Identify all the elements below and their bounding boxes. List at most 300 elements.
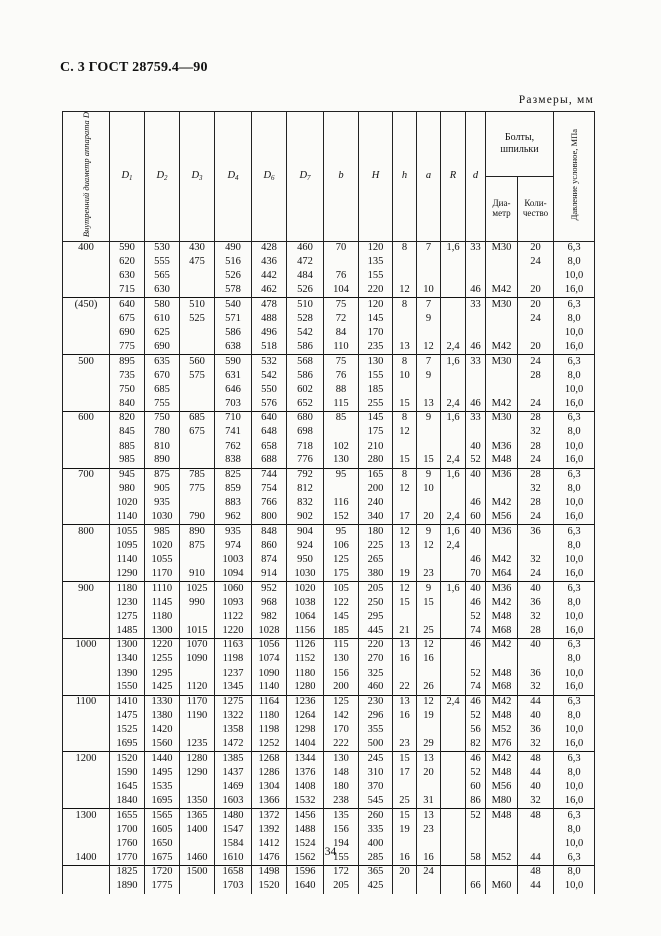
table-cell: 170 bbox=[324, 723, 359, 737]
table-cell bbox=[466, 326, 486, 340]
table-cell bbox=[180, 383, 215, 397]
table-cell: 1028 bbox=[252, 624, 287, 638]
table-cell: 12 bbox=[393, 482, 417, 496]
table-cell: 525 bbox=[180, 312, 215, 326]
table-cell: 1700 bbox=[110, 823, 145, 837]
table-cell bbox=[393, 553, 417, 567]
table-cell: 9 bbox=[417, 369, 441, 383]
table-cell: 1890 bbox=[110, 880, 145, 894]
table-cell: 1472 bbox=[215, 738, 252, 752]
table-cell: 76 bbox=[324, 369, 359, 383]
table-cell: 576 bbox=[252, 397, 287, 411]
table-cell bbox=[393, 780, 417, 794]
table-row bbox=[63, 426, 595, 440]
table-cell: 1163 bbox=[215, 638, 252, 652]
table-cell bbox=[441, 865, 466, 879]
table-cell: 675 bbox=[180, 426, 215, 440]
table-cell: 20 bbox=[417, 766, 441, 780]
table-cell: 194 bbox=[324, 837, 359, 851]
header-d2: $D_2$ bbox=[145, 112, 180, 242]
table-cell bbox=[63, 255, 110, 269]
table-cell: 16 bbox=[393, 851, 417, 865]
table-cell: 1252 bbox=[252, 738, 287, 752]
table-cell: 1520 bbox=[110, 752, 145, 766]
table-cell: 10,0 bbox=[554, 440, 595, 454]
table-cell: 230 bbox=[359, 695, 393, 709]
table-cell: 8,0 bbox=[554, 766, 595, 780]
table-cell: 1,6 bbox=[441, 468, 466, 482]
table-cell: 744 bbox=[252, 468, 287, 482]
table-cell: 1330 bbox=[145, 695, 180, 709]
table-cell bbox=[441, 496, 466, 510]
table-cell: 13 bbox=[393, 695, 417, 709]
table-cell: 750 bbox=[145, 411, 180, 425]
table-cell bbox=[441, 269, 466, 283]
table-cell: 6,3 bbox=[554, 695, 595, 709]
table-cell: 52 bbox=[466, 766, 486, 780]
table-cell: 15 bbox=[417, 454, 441, 468]
table-cell: 48 bbox=[518, 752, 554, 766]
table-cell: 8,0 bbox=[554, 255, 595, 269]
table-cell: 990 bbox=[180, 596, 215, 610]
table-cell: 40 bbox=[466, 468, 486, 482]
table-cell: 36 bbox=[518, 596, 554, 610]
table-cell: 968 bbox=[252, 596, 287, 610]
table-cell bbox=[180, 284, 215, 298]
table-cell: 675 bbox=[110, 312, 145, 326]
table-cell: 638 bbox=[215, 340, 252, 354]
table-cell: 340 bbox=[359, 511, 393, 525]
table-cell: 70 bbox=[466, 567, 486, 581]
table-cell: 1164 bbox=[252, 695, 287, 709]
table-cell: 885 bbox=[110, 440, 145, 454]
table-cell: 1380 bbox=[145, 709, 180, 723]
table-cell: M42 bbox=[486, 397, 518, 411]
table-cell: 24 bbox=[518, 355, 554, 369]
table-cell: 542 bbox=[252, 369, 287, 383]
table-cell: 1100 bbox=[63, 695, 110, 709]
table-cell: 1275 bbox=[215, 695, 252, 709]
table-cell: 152 bbox=[324, 511, 359, 525]
table-cell: 1286 bbox=[252, 766, 287, 780]
table-cell bbox=[63, 284, 110, 298]
table-cell bbox=[441, 794, 466, 808]
table-cell bbox=[441, 638, 466, 652]
table-cell: 1268 bbox=[252, 752, 287, 766]
table-cell: 900 bbox=[63, 582, 110, 596]
table-cell: 568 bbox=[287, 355, 324, 369]
table-cell: 8,0 bbox=[554, 539, 595, 553]
table-cell: 6,3 bbox=[554, 851, 595, 865]
table-cell bbox=[63, 397, 110, 411]
table-cell: 8 bbox=[393, 468, 417, 482]
table-cell bbox=[63, 610, 110, 624]
table-cell bbox=[518, 823, 554, 837]
table-cell: M36 bbox=[486, 582, 518, 596]
table-cell: 718 bbox=[287, 440, 324, 454]
table-cell: 1304 bbox=[252, 780, 287, 794]
table-row bbox=[63, 709, 595, 723]
table-cell bbox=[417, 326, 441, 340]
table-cell: 1460 bbox=[180, 851, 215, 865]
table-cell: 16 bbox=[417, 851, 441, 865]
table-cell: 1236 bbox=[287, 695, 324, 709]
table-cell: 820 bbox=[110, 411, 145, 425]
table-cell: M42 bbox=[486, 284, 518, 298]
table-cell: 1020 bbox=[110, 496, 145, 510]
table-cell: 800 bbox=[63, 525, 110, 539]
table-cell: 32 bbox=[518, 482, 554, 496]
table-cell: 1775 bbox=[145, 880, 180, 894]
table-cell: 26 bbox=[417, 681, 441, 695]
table-row bbox=[63, 411, 595, 425]
table-cell: 1095 bbox=[110, 539, 145, 553]
table-cell: 860 bbox=[252, 539, 287, 553]
table-cell: 575 bbox=[180, 369, 215, 383]
table-cell bbox=[518, 653, 554, 667]
table-cell: 6,3 bbox=[554, 582, 595, 596]
table-cell: 1200 bbox=[63, 752, 110, 766]
table-cell: 145 bbox=[359, 312, 393, 326]
table-cell: 1825 bbox=[110, 865, 145, 879]
table-cell bbox=[180, 454, 215, 468]
table-row bbox=[63, 610, 595, 624]
table-cell: 904 bbox=[287, 525, 324, 539]
table-cell: 95 bbox=[324, 468, 359, 482]
table-cell: 21 bbox=[393, 624, 417, 638]
table-cell bbox=[486, 326, 518, 340]
table-cell: 16,0 bbox=[554, 454, 595, 468]
table-cell bbox=[393, 440, 417, 454]
table-cell: 518 bbox=[252, 340, 287, 354]
table-row bbox=[63, 355, 595, 369]
table-cell bbox=[466, 269, 486, 283]
table-cell bbox=[393, 326, 417, 340]
table-row bbox=[63, 340, 595, 354]
table-cell: 19 bbox=[417, 709, 441, 723]
table-cell: 12 bbox=[417, 539, 441, 553]
table-cell: 8,0 bbox=[554, 709, 595, 723]
table-cell: 33 bbox=[466, 298, 486, 312]
table-cell bbox=[441, 369, 466, 383]
table-cell bbox=[180, 610, 215, 624]
table-cell: M42 bbox=[486, 752, 518, 766]
table-cell: 33 bbox=[466, 355, 486, 369]
table-cell: 74 bbox=[466, 624, 486, 638]
table-cell: 10,0 bbox=[554, 667, 595, 681]
table-cell: 66 bbox=[466, 880, 486, 894]
table-cell: 1525 bbox=[110, 723, 145, 737]
table-cell: 260 bbox=[359, 809, 393, 823]
table-cell: M30 bbox=[486, 241, 518, 255]
table-cell bbox=[441, 553, 466, 567]
table-cell: 20 bbox=[518, 284, 554, 298]
table-cell: 17 bbox=[393, 766, 417, 780]
table-cell: 6,3 bbox=[554, 809, 595, 823]
table-cell: 974 bbox=[215, 539, 252, 553]
table-cell bbox=[63, 667, 110, 681]
table-cell: 1230 bbox=[110, 596, 145, 610]
table-cell: 13 bbox=[417, 397, 441, 411]
table-cell bbox=[180, 553, 215, 567]
table-cell bbox=[63, 723, 110, 737]
table-cell: 32 bbox=[518, 426, 554, 440]
table-cell bbox=[486, 255, 518, 269]
table-cell bbox=[441, 681, 466, 695]
table-cell: 1180 bbox=[252, 709, 287, 723]
table-cell bbox=[417, 723, 441, 737]
table-cell: 82 bbox=[466, 738, 486, 752]
table-cell: 13 bbox=[393, 340, 417, 354]
table-cell bbox=[324, 255, 359, 269]
table-cell: 165 bbox=[359, 468, 393, 482]
table-cell: 122 bbox=[324, 596, 359, 610]
table-cell: 985 bbox=[110, 454, 145, 468]
table-cell bbox=[180, 780, 215, 794]
table-cell: 84 bbox=[324, 326, 359, 340]
table-cell: 1220 bbox=[215, 624, 252, 638]
table-row bbox=[63, 312, 595, 326]
table-cell: 1840 bbox=[110, 794, 145, 808]
table-cell: 24 bbox=[518, 511, 554, 525]
table-cell: 2,4 bbox=[441, 511, 466, 525]
table-cell: 1055 bbox=[145, 553, 180, 567]
table-cell bbox=[441, 723, 466, 737]
table-cell: 370 bbox=[359, 780, 393, 794]
table-cell bbox=[63, 553, 110, 567]
table-cell: 52 bbox=[466, 809, 486, 823]
table-row bbox=[63, 780, 595, 794]
table-cell: 1110 bbox=[145, 582, 180, 596]
table-cell: 775 bbox=[110, 340, 145, 354]
table-cell: 775 bbox=[180, 482, 215, 496]
table-cell: 580 bbox=[145, 298, 180, 312]
table-cell: 255 bbox=[359, 397, 393, 411]
table-cell: 400 bbox=[359, 837, 393, 851]
table-cell: 16 bbox=[393, 709, 417, 723]
table-cell: 1695 bbox=[145, 794, 180, 808]
table-cell: 550 bbox=[252, 383, 287, 397]
table-cell: 33 bbox=[466, 241, 486, 255]
table-cell: 776 bbox=[287, 454, 324, 468]
header-b: b bbox=[324, 112, 359, 242]
table-cell bbox=[417, 426, 441, 440]
table-cell: 10,0 bbox=[554, 723, 595, 737]
table-cell: 72 bbox=[324, 312, 359, 326]
table-row bbox=[63, 667, 595, 681]
table-cell: 1560 bbox=[145, 738, 180, 752]
table-cell: 19 bbox=[393, 567, 417, 581]
table-cell bbox=[486, 653, 518, 667]
table-cell: 46 bbox=[466, 596, 486, 610]
table-cell: 1456 bbox=[287, 809, 324, 823]
table-cell: 1,6 bbox=[441, 241, 466, 255]
table-cell: 658 bbox=[252, 440, 287, 454]
table-cell: 310 bbox=[359, 766, 393, 780]
table-cell: 270 bbox=[359, 653, 393, 667]
table-cell: 1344 bbox=[287, 752, 324, 766]
table-cell: 130 bbox=[359, 355, 393, 369]
table-cell: 175 bbox=[359, 426, 393, 440]
table-cell: 48 bbox=[518, 809, 554, 823]
table-cell: 16,0 bbox=[554, 794, 595, 808]
table-cell: 800 bbox=[252, 511, 287, 525]
table-cell: 1198 bbox=[252, 723, 287, 737]
table-cell: 8,0 bbox=[554, 312, 595, 326]
table-cell: 1170 bbox=[145, 567, 180, 581]
table-cell bbox=[441, 624, 466, 638]
table-cell: 670 bbox=[145, 369, 180, 383]
table-cell: 8,0 bbox=[554, 653, 595, 667]
table-cell: 735 bbox=[110, 369, 145, 383]
table-cell bbox=[393, 269, 417, 283]
table-cell: 120 bbox=[359, 298, 393, 312]
table-cell bbox=[441, 610, 466, 624]
table-cell: 1500 bbox=[180, 865, 215, 879]
table-cell: 9 bbox=[417, 411, 441, 425]
table-cell: 652 bbox=[287, 397, 324, 411]
table-cell: 36 bbox=[518, 525, 554, 539]
table-cell: 12 bbox=[417, 695, 441, 709]
table-cell: M42 bbox=[486, 638, 518, 652]
table-cell: 1190 bbox=[180, 709, 215, 723]
table-cell: 792 bbox=[287, 468, 324, 482]
table-cell: 12 bbox=[393, 426, 417, 440]
table-cell: 31 bbox=[417, 794, 441, 808]
table-row bbox=[63, 723, 595, 737]
table-cell: 1596 bbox=[287, 865, 324, 879]
table-cell: 210 bbox=[359, 440, 393, 454]
table-row bbox=[63, 525, 595, 539]
table-cell: 1420 bbox=[145, 723, 180, 737]
table-cell: 8,0 bbox=[554, 426, 595, 440]
table-cell: 380 bbox=[359, 567, 393, 581]
table-cell: 40 bbox=[466, 582, 486, 596]
table-cell: 2,4 bbox=[441, 340, 466, 354]
table-cell: 13 bbox=[393, 638, 417, 652]
table-cell bbox=[441, 440, 466, 454]
table-cell: 40 bbox=[518, 780, 554, 794]
table-cell bbox=[393, 610, 417, 624]
table-cell: 88 bbox=[324, 383, 359, 397]
table-cell: 1410 bbox=[110, 695, 145, 709]
table-cell: 910 bbox=[180, 567, 215, 581]
table-cell: 646 bbox=[215, 383, 252, 397]
table-cell: 905 bbox=[145, 482, 180, 496]
table-cell: 690 bbox=[110, 326, 145, 340]
table-cell: 46 bbox=[466, 752, 486, 766]
table-cell: 565 bbox=[145, 269, 180, 283]
table-cell: 935 bbox=[215, 525, 252, 539]
table-cell: M48 bbox=[486, 709, 518, 723]
table-cell: 1400 bbox=[180, 823, 215, 837]
table-cell bbox=[63, 511, 110, 525]
table-cell bbox=[63, 482, 110, 496]
table-cell: 10,0 bbox=[554, 610, 595, 624]
header-inner-diameter: Внутренний диаметр аппарата D bbox=[63, 112, 110, 242]
table-cell: 436 bbox=[252, 255, 287, 269]
table-cell: 1290 bbox=[180, 766, 215, 780]
table-row bbox=[63, 695, 595, 709]
table-cell: 1300 bbox=[110, 638, 145, 652]
table-cell: 238 bbox=[324, 794, 359, 808]
table-cell: 8 bbox=[393, 355, 417, 369]
table-cell: 16,0 bbox=[554, 681, 595, 695]
table-cell: 1532 bbox=[287, 794, 324, 808]
table-cell: 125 bbox=[324, 695, 359, 709]
table-cell: 1090 bbox=[252, 667, 287, 681]
table-cell: 555 bbox=[145, 255, 180, 269]
table-cell: 75 bbox=[324, 355, 359, 369]
table-cell: 1655 bbox=[110, 809, 145, 823]
table-cell: 46 bbox=[466, 340, 486, 354]
table-cell: M30 bbox=[486, 355, 518, 369]
table-cell: 106 bbox=[324, 539, 359, 553]
table-cell bbox=[63, 539, 110, 553]
table-cell: M36 bbox=[486, 525, 518, 539]
table-row bbox=[63, 454, 595, 468]
table-cell: 46 bbox=[466, 496, 486, 510]
table-cell: 220 bbox=[359, 638, 393, 652]
table-cell bbox=[441, 426, 466, 440]
table-cell: 115 bbox=[324, 397, 359, 411]
table-cell: 445 bbox=[359, 624, 393, 638]
table-cell bbox=[63, 454, 110, 468]
table-cell bbox=[180, 340, 215, 354]
table-row bbox=[63, 794, 595, 808]
table-row bbox=[63, 255, 595, 269]
table-cell bbox=[63, 653, 110, 667]
table-cell: 28 bbox=[518, 468, 554, 482]
header-d4: $D_4$ bbox=[215, 112, 252, 242]
table-cell: M42 bbox=[486, 695, 518, 709]
table-cell bbox=[518, 269, 554, 283]
table-cell bbox=[486, 823, 518, 837]
table-cell bbox=[63, 496, 110, 510]
table-cell: 526 bbox=[215, 269, 252, 283]
table-cell: 1145 bbox=[145, 596, 180, 610]
table-cell: 496 bbox=[252, 326, 287, 340]
table-cell: 58 bbox=[466, 851, 486, 865]
table-cell: 16,0 bbox=[554, 340, 595, 354]
table-cell: 766 bbox=[252, 496, 287, 510]
table-cell: 586 bbox=[287, 369, 324, 383]
table-cell bbox=[180, 326, 215, 340]
table-cell: 10,0 bbox=[554, 553, 595, 567]
table-cell: 6,3 bbox=[554, 298, 595, 312]
table-cell: 185 bbox=[359, 383, 393, 397]
table-cell: 156 bbox=[324, 823, 359, 837]
table-cell: 8,0 bbox=[554, 865, 595, 879]
table-cell: 205 bbox=[359, 582, 393, 596]
table-cell bbox=[63, 312, 110, 326]
table-cell: M42 bbox=[486, 496, 518, 510]
table-cell: 1350 bbox=[180, 794, 215, 808]
table-cell: 28 bbox=[518, 440, 554, 454]
table-cell: 8 bbox=[393, 241, 417, 255]
table-cell: M42 bbox=[486, 553, 518, 567]
table-cell bbox=[180, 723, 215, 737]
table-cell: 28 bbox=[518, 369, 554, 383]
table-cell: 220 bbox=[359, 284, 393, 298]
table-cell: 488 bbox=[252, 312, 287, 326]
table-row bbox=[63, 738, 595, 752]
table-cell: 335 bbox=[359, 823, 393, 837]
table-row bbox=[63, 440, 595, 454]
table-cell: 245 bbox=[359, 752, 393, 766]
table-cell: 6,3 bbox=[554, 752, 595, 766]
table-cell: 1345 bbox=[215, 681, 252, 695]
